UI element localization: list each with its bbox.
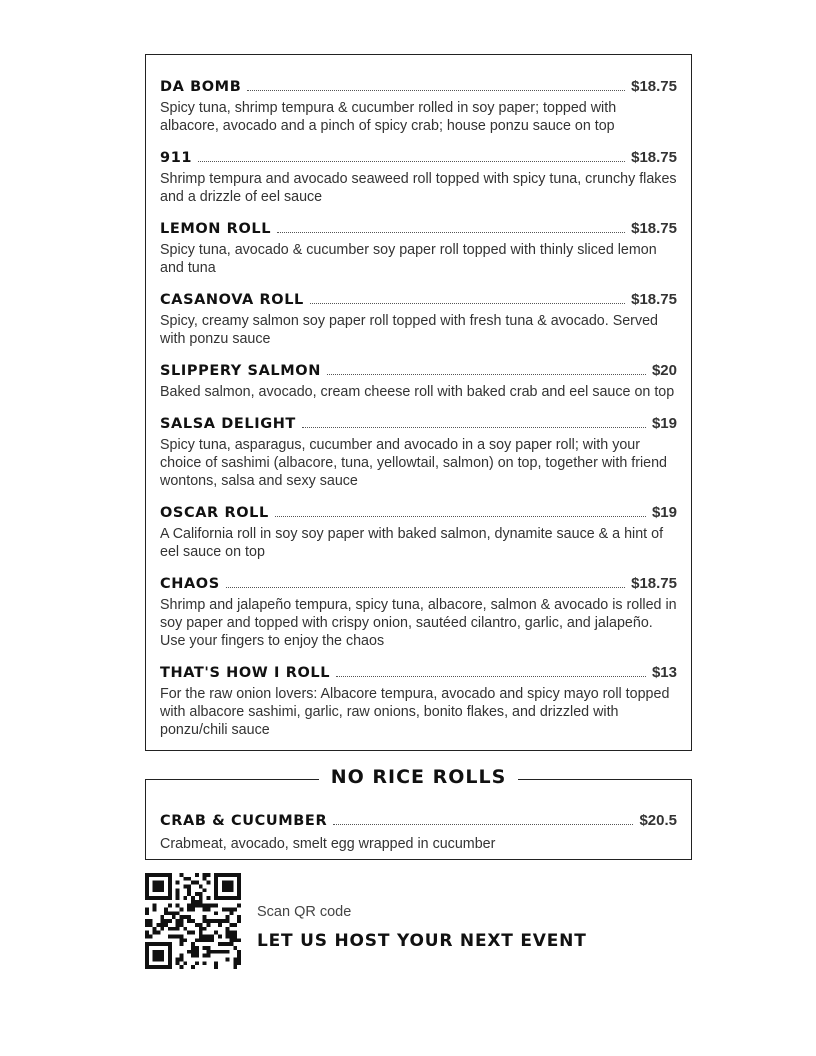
qr-module (203, 904, 207, 908)
qr-module (218, 919, 222, 923)
item-name: CASANOVA ROLL (160, 291, 304, 308)
qr-module (180, 954, 184, 958)
qr-module (168, 927, 172, 931)
qr-module (229, 934, 233, 938)
qr-module (206, 919, 210, 923)
item-name: DA BOMB (160, 78, 242, 95)
qr-module (176, 919, 180, 923)
menu-item (160, 214, 677, 285)
menu-item (160, 143, 677, 214)
rolls-menu-section (145, 54, 692, 751)
qr-module (180, 938, 184, 942)
qr-module (222, 919, 226, 923)
qr-module (203, 877, 207, 881)
qr-module (199, 938, 203, 942)
qr-module (206, 873, 210, 877)
qr-module (172, 927, 176, 931)
qr-module (176, 881, 180, 885)
qr-module (164, 919, 168, 923)
qr-module (187, 877, 191, 881)
qr-module (183, 927, 187, 931)
qr-module (206, 954, 210, 958)
qr-module (226, 950, 230, 954)
qr-finder-top-right (214, 873, 241, 900)
qr-module (233, 934, 237, 938)
qr-module (226, 931, 230, 935)
menu-item (160, 658, 677, 747)
qr-module (191, 942, 195, 946)
qr-module (183, 885, 187, 889)
no-rice-rolls-section (145, 766, 692, 860)
qr-module (145, 908, 149, 912)
qr-module (195, 946, 199, 950)
qr-module (206, 908, 210, 912)
qr-module (149, 923, 153, 927)
qr-module (233, 923, 237, 927)
qr-module (210, 904, 214, 908)
qr-module (191, 881, 195, 885)
item-description: Spicy tuna, shrimp tempura & cucumber rolled in soy paper; topped with albacore, avocado and a pinch of spicy crab; house ponzu sauce on top (160, 100, 617, 134)
event-promo-text: LET US HOST YOUR NEXT EVENT (257, 931, 587, 951)
qr-module (203, 934, 207, 938)
dot-leader (302, 426, 646, 428)
menu-item (160, 409, 677, 498)
dot-leader (336, 675, 646, 677)
qr-module (214, 961, 218, 965)
dot-leader (327, 373, 646, 375)
item-price: $18.75 (631, 291, 677, 308)
qr-module (176, 888, 180, 892)
qr-module (203, 961, 207, 965)
qr-module (172, 915, 176, 919)
menu-item (160, 285, 677, 356)
qr-module (191, 965, 195, 969)
qr-module (199, 892, 203, 896)
qr-module (233, 946, 237, 950)
item-description: A California roll in soy soy paper with baked salmon, dynamite sauce & a hint of eel sauce on top (160, 526, 664, 560)
qr-module (183, 877, 187, 881)
qr-module (218, 934, 222, 938)
qr-module (164, 908, 168, 912)
qr-module (160, 915, 164, 919)
qr-module (237, 915, 241, 919)
qr-module (206, 923, 210, 927)
qr-module (218, 942, 222, 946)
qr-module (172, 934, 176, 938)
qr-module (206, 896, 210, 900)
qr-module (214, 919, 218, 923)
qr-module (199, 927, 203, 931)
qr-module (206, 934, 210, 938)
item-description: Baked salmon, avocado, cream cheese roll with baked crab and eel sauce on top (160, 384, 675, 400)
qr-module (180, 923, 184, 927)
qr-module (180, 965, 184, 969)
qr-module (191, 919, 195, 923)
qr-module (180, 919, 184, 923)
qr-module (203, 946, 207, 950)
qr-module (233, 908, 237, 912)
qr-module (203, 938, 207, 942)
item-price: $18.75 (631, 220, 677, 237)
item-price: $18.75 (631, 149, 677, 166)
qr-module (180, 873, 184, 877)
qr-module (229, 911, 233, 915)
qr-module (149, 934, 153, 938)
qr-module (226, 942, 230, 946)
qr-module (176, 896, 180, 900)
scan-qr-label: Scan QR code (257, 904, 352, 920)
qr-module (222, 908, 226, 912)
item-description: For the raw onion lovers: Albacore tempura, avocado and spicy mayo roll topped with albacore sashimi, garlic, raw onions, bonito flakes, and drizzled with ponzu/chili sauce (160, 686, 670, 738)
qr-module (191, 908, 195, 912)
qr-module (187, 915, 191, 919)
qr-module (214, 965, 218, 969)
item-description: Crabmeat, avocado, smelt egg wrapped in cucumber (160, 836, 496, 852)
qr-module (237, 904, 241, 908)
qr-module (191, 954, 195, 958)
qr-module (199, 896, 203, 900)
qr-module (168, 919, 172, 923)
qr-module (195, 938, 199, 942)
qr-module (206, 938, 210, 942)
qr-module (160, 923, 164, 927)
qr-module (172, 911, 176, 915)
qr-code-icon[interactable] (145, 873, 241, 969)
qr-module (153, 927, 157, 931)
item-name: SALSA DELIGHT (160, 415, 296, 432)
qr-module (153, 931, 157, 935)
qr-module (210, 938, 214, 942)
qr-module (199, 900, 203, 904)
qr-module (180, 915, 184, 919)
qr-module (203, 888, 207, 892)
qr-module (199, 885, 203, 889)
qr-module (210, 919, 214, 923)
qr-module (229, 923, 233, 927)
qr-module (153, 908, 157, 912)
qr-module (180, 957, 184, 961)
item-description: Shrimp tempura and avocado seaweed roll topped with spicy tuna, crunchy flakes and a drizzle of eel sauce (160, 171, 677, 205)
qr-module (145, 911, 149, 915)
qr-module (164, 911, 168, 915)
qr-module (214, 904, 218, 908)
qr-module (233, 965, 237, 969)
qr-module (176, 927, 180, 931)
item-price: $18.75 (631, 575, 677, 592)
qr-module (157, 931, 161, 935)
qr-module (195, 950, 199, 954)
qr-module (191, 904, 195, 908)
qr-module (195, 923, 199, 927)
item-name: 911 (160, 149, 193, 166)
qr-module (237, 919, 241, 923)
qr-module (226, 957, 230, 961)
menu-item (160, 356, 677, 409)
qr-module (229, 931, 233, 935)
qr-module (195, 900, 199, 904)
qr-module (145, 919, 149, 923)
qr-module (195, 892, 199, 896)
qr-module (233, 931, 237, 935)
qr-module (195, 961, 199, 965)
qr-module (176, 923, 180, 927)
menu-item (160, 72, 677, 143)
qr-module (176, 911, 180, 915)
qr-module (187, 892, 191, 896)
qr-module (164, 923, 168, 927)
dot-leader (247, 89, 625, 91)
item-price: $19 (651, 415, 677, 432)
qr-module (180, 908, 184, 912)
qr-module (203, 954, 207, 958)
qr-module (191, 931, 195, 935)
qr-module (214, 911, 218, 915)
section-title: NO RICE ROLLS (319, 766, 519, 788)
qr-module (176, 904, 180, 908)
dot-leader (333, 823, 633, 825)
qr-module (203, 927, 207, 931)
qr-module (226, 934, 230, 938)
dot-leader (226, 586, 625, 588)
qr-module (237, 954, 241, 958)
item-name: THAT'S HOW I ROLL (160, 664, 331, 681)
qr-module (187, 931, 191, 935)
qr-module (168, 904, 172, 908)
qr-finder-bottom-left (145, 942, 172, 969)
qr-module (226, 915, 230, 919)
qr-finder-top-left (145, 873, 172, 900)
qr-module (229, 938, 233, 942)
qr-module (206, 946, 210, 950)
qr-module (195, 873, 199, 877)
qr-module (187, 908, 191, 912)
qr-module (199, 934, 203, 938)
qr-module (237, 961, 241, 965)
qr-module (176, 892, 180, 896)
qr-module (168, 934, 172, 938)
qr-module (199, 923, 203, 927)
qr-module (168, 911, 172, 915)
qr-module (191, 950, 195, 954)
qr-module (183, 915, 187, 919)
qr-module (176, 957, 180, 961)
item-name: OSCAR ROLL (160, 504, 269, 521)
qr-module (187, 885, 191, 889)
qr-module (187, 950, 191, 954)
item-description: Spicy tuna, asparagus, cucumber and avocado in a soy paper roll; with your choice of sashimi (albacore, tuna, yellowtail, salmon) on top, together with friend wontons, salsa and sexy sauce (160, 437, 668, 489)
qr-module (199, 931, 203, 935)
qr-module (233, 957, 237, 961)
qr-module (233, 961, 237, 965)
item-name: CRAB & CUCUMBER (160, 812, 328, 829)
qr-module (183, 961, 187, 965)
dot-leader (310, 302, 625, 304)
qr-module (195, 881, 199, 885)
qr-module (210, 934, 214, 938)
qr-module (160, 919, 164, 923)
qr-module (237, 957, 241, 961)
qr-module (203, 919, 207, 923)
qr-module (214, 950, 218, 954)
qr-module (237, 938, 241, 942)
qr-module (229, 908, 233, 912)
item-price: $20 (651, 362, 677, 379)
qr-module (180, 934, 184, 938)
dot-leader (277, 231, 625, 233)
qr-module (206, 950, 210, 954)
item-name: SLIPPERY SALMON (160, 362, 321, 379)
qr-module (203, 908, 207, 912)
qr-module (149, 919, 153, 923)
qr-module (229, 942, 233, 946)
qr-module (203, 915, 207, 919)
qr-module (176, 961, 180, 965)
qr-module (218, 923, 222, 927)
qr-module (191, 946, 195, 950)
qr-module (226, 927, 230, 931)
qr-module (187, 888, 191, 892)
item-price: $13 (651, 664, 677, 681)
qr-module (157, 923, 161, 927)
qr-module (233, 938, 237, 942)
qr-module (222, 942, 226, 946)
qr-module (180, 942, 184, 946)
qr-module (187, 919, 191, 923)
item-description: Spicy tuna, avocado & cucumber soy paper roll topped with thinly sliced lemon and tuna (160, 242, 657, 276)
qr-module (222, 950, 226, 954)
qr-module (160, 927, 164, 931)
qr-module (206, 904, 210, 908)
qr-module (187, 904, 191, 908)
dot-leader (275, 515, 646, 517)
item-price: $18.75 (631, 78, 677, 95)
qr-module (226, 919, 230, 923)
qr-module (191, 900, 195, 904)
item-price: $19 (651, 504, 677, 521)
qr-module (199, 904, 203, 908)
qr-module (183, 938, 187, 942)
item-name: CHAOS (160, 575, 220, 592)
qr-module (145, 923, 149, 927)
item-description: Shrimp and jalapeño tempura, spicy tuna, albacore, salmon & avocado is rolled in soy paper and topped with crispy onion, sautéed cilantro, garlic, and jalapeño. Use your fingers to enjoy the chaos (160, 597, 677, 649)
qr-module (226, 908, 230, 912)
qr-module (195, 954, 199, 958)
item-name: LEMON ROLL (160, 220, 272, 237)
item-price: $20.5 (639, 812, 677, 829)
qr-module (145, 931, 149, 935)
qr-module (206, 881, 210, 885)
dot-leader (198, 160, 625, 162)
qr-module (145, 934, 149, 938)
qr-module (153, 904, 157, 908)
menu-item (160, 498, 677, 569)
qr-module (237, 950, 241, 954)
qr-module (176, 934, 180, 938)
menu-item (160, 569, 677, 658)
menu-item (160, 806, 677, 853)
qr-module (191, 896, 195, 900)
qr-module (214, 931, 218, 935)
qr-module (195, 904, 199, 908)
qr-module (218, 950, 222, 954)
item-description: Spicy, creamy salmon soy paper roll topped with fresh tuna & avocado. Served with ponzu sauce (160, 313, 658, 347)
qr-module (183, 896, 187, 900)
qr-module (210, 950, 214, 954)
qr-module (203, 873, 207, 877)
